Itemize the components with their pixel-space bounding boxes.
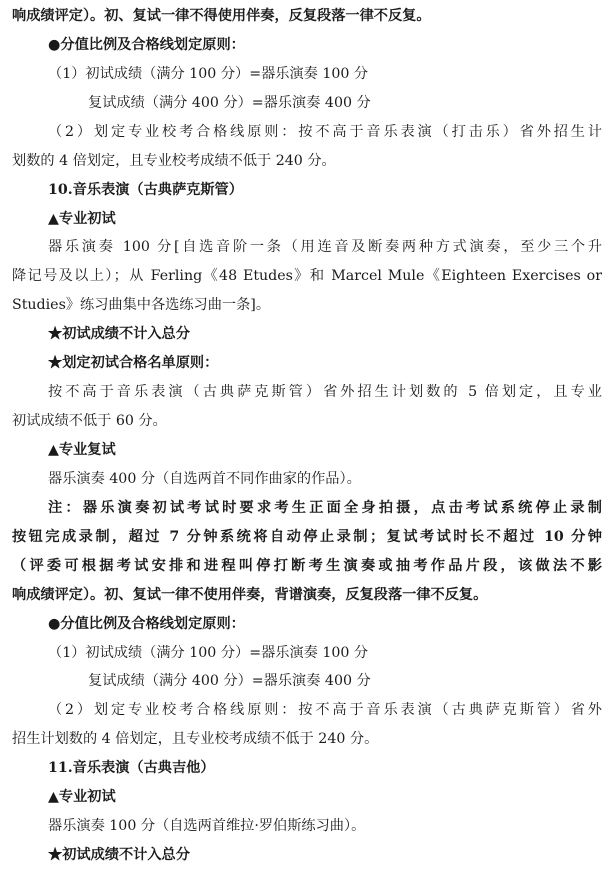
paragraph-line: Studies》练习曲集中各选练习曲一条]。 <box>12 297 271 314</box>
section-bullet-heading: ●分值比例及合格线划定原则： <box>48 615 245 632</box>
note-heading: ★初试成绩不计入总分 <box>48 326 190 343</box>
note-line: 按钮完成录制，超过 7 分钟系统将自动停止录制；复试考试时长不超过 10 分钟 <box>12 528 602 545</box>
section-bullet-heading: ●分值比例及合格线划定原则： <box>48 36 245 53</box>
score-line: 复试成绩（满分 400 分）=器乐演奏 400 分 <box>88 94 371 111</box>
subsection-heading: ▲专业初试 <box>48 210 116 227</box>
note-line: 注：器乐演奏初试考试时要求考生正面全身拍摄，点击考试系统停止录制 <box>48 499 602 516</box>
paragraph-line: （2）划定专业校考合格线原则：按不高于音乐表演（古典萨克斯管）省外 <box>48 702 602 719</box>
subsection-heading: ▲专业初试 <box>48 789 116 806</box>
paragraph-line: 初试成绩不低于 60 分。 <box>12 413 167 429</box>
subsection-heading: ▲专业复试 <box>48 442 116 458</box>
paragraph-line: （2）划定专业校考合格线原则：按不高于音乐表演（打击乐）省外招生计 <box>48 123 602 140</box>
paragraph-line: 划数的 4 倍划定，且专业校考成绩不低于 240 分。 <box>12 152 336 169</box>
paragraph-line: 器乐演奏 100 分（自选两首维拉·罗伯斯练习曲）。 <box>48 818 366 835</box>
score-line: （1）初试成绩（满分 100 分）=器乐演奏 100 分 <box>48 644 369 661</box>
section-heading: 11.音乐表演（古典吉他） <box>48 760 215 777</box>
note-heading: ★划定初试合格名单原则： <box>48 355 219 372</box>
paragraph-line: 响成绩评定）。初、复试一律不得使用伴奏，反复段落一律不反复。 <box>12 8 431 24</box>
paragraph-line: 器乐演奏 100 分[自选音阶一条（用连音及断奏两种方式演奏，至少三个升 <box>48 239 602 256</box>
paragraph-line: 招生计划数的 4 倍划定，且专业校考成绩不低于 240 分。 <box>12 731 379 748</box>
paragraph-line: 按不高于音乐表演（古典萨克斯管）省外招生计划数的 5 倍划定，且专业 <box>48 384 602 401</box>
section-heading: 10.音乐表演（古典萨克斯管） <box>48 181 243 198</box>
note-heading: ★初试成绩不计入总分 <box>48 847 190 863</box>
paragraph-line: 降记号及以上）；从 Ferling《48 Etudes》和 Marcel Mule《Eighteen Exercises or <box>12 268 602 285</box>
score-line: 复试成绩（满分 400 分）=器乐演奏 400 分 <box>88 673 371 690</box>
score-line: （1）初试成绩（满分 100 分）=器乐演奏 100 分 <box>48 65 369 82</box>
note-line: （评委可根据考试安排和进程叫停打断考生演奏或抽考作品片段，该做法不影 <box>12 557 602 574</box>
paragraph-line: 器乐演奏 400 分（自选两首不同作曲家的作品）。 <box>48 470 361 487</box>
note-line: 响成绩评定）。初、复试一律不使用伴奏，背谱演奏，反复段落一律不反复。 <box>12 586 488 603</box>
